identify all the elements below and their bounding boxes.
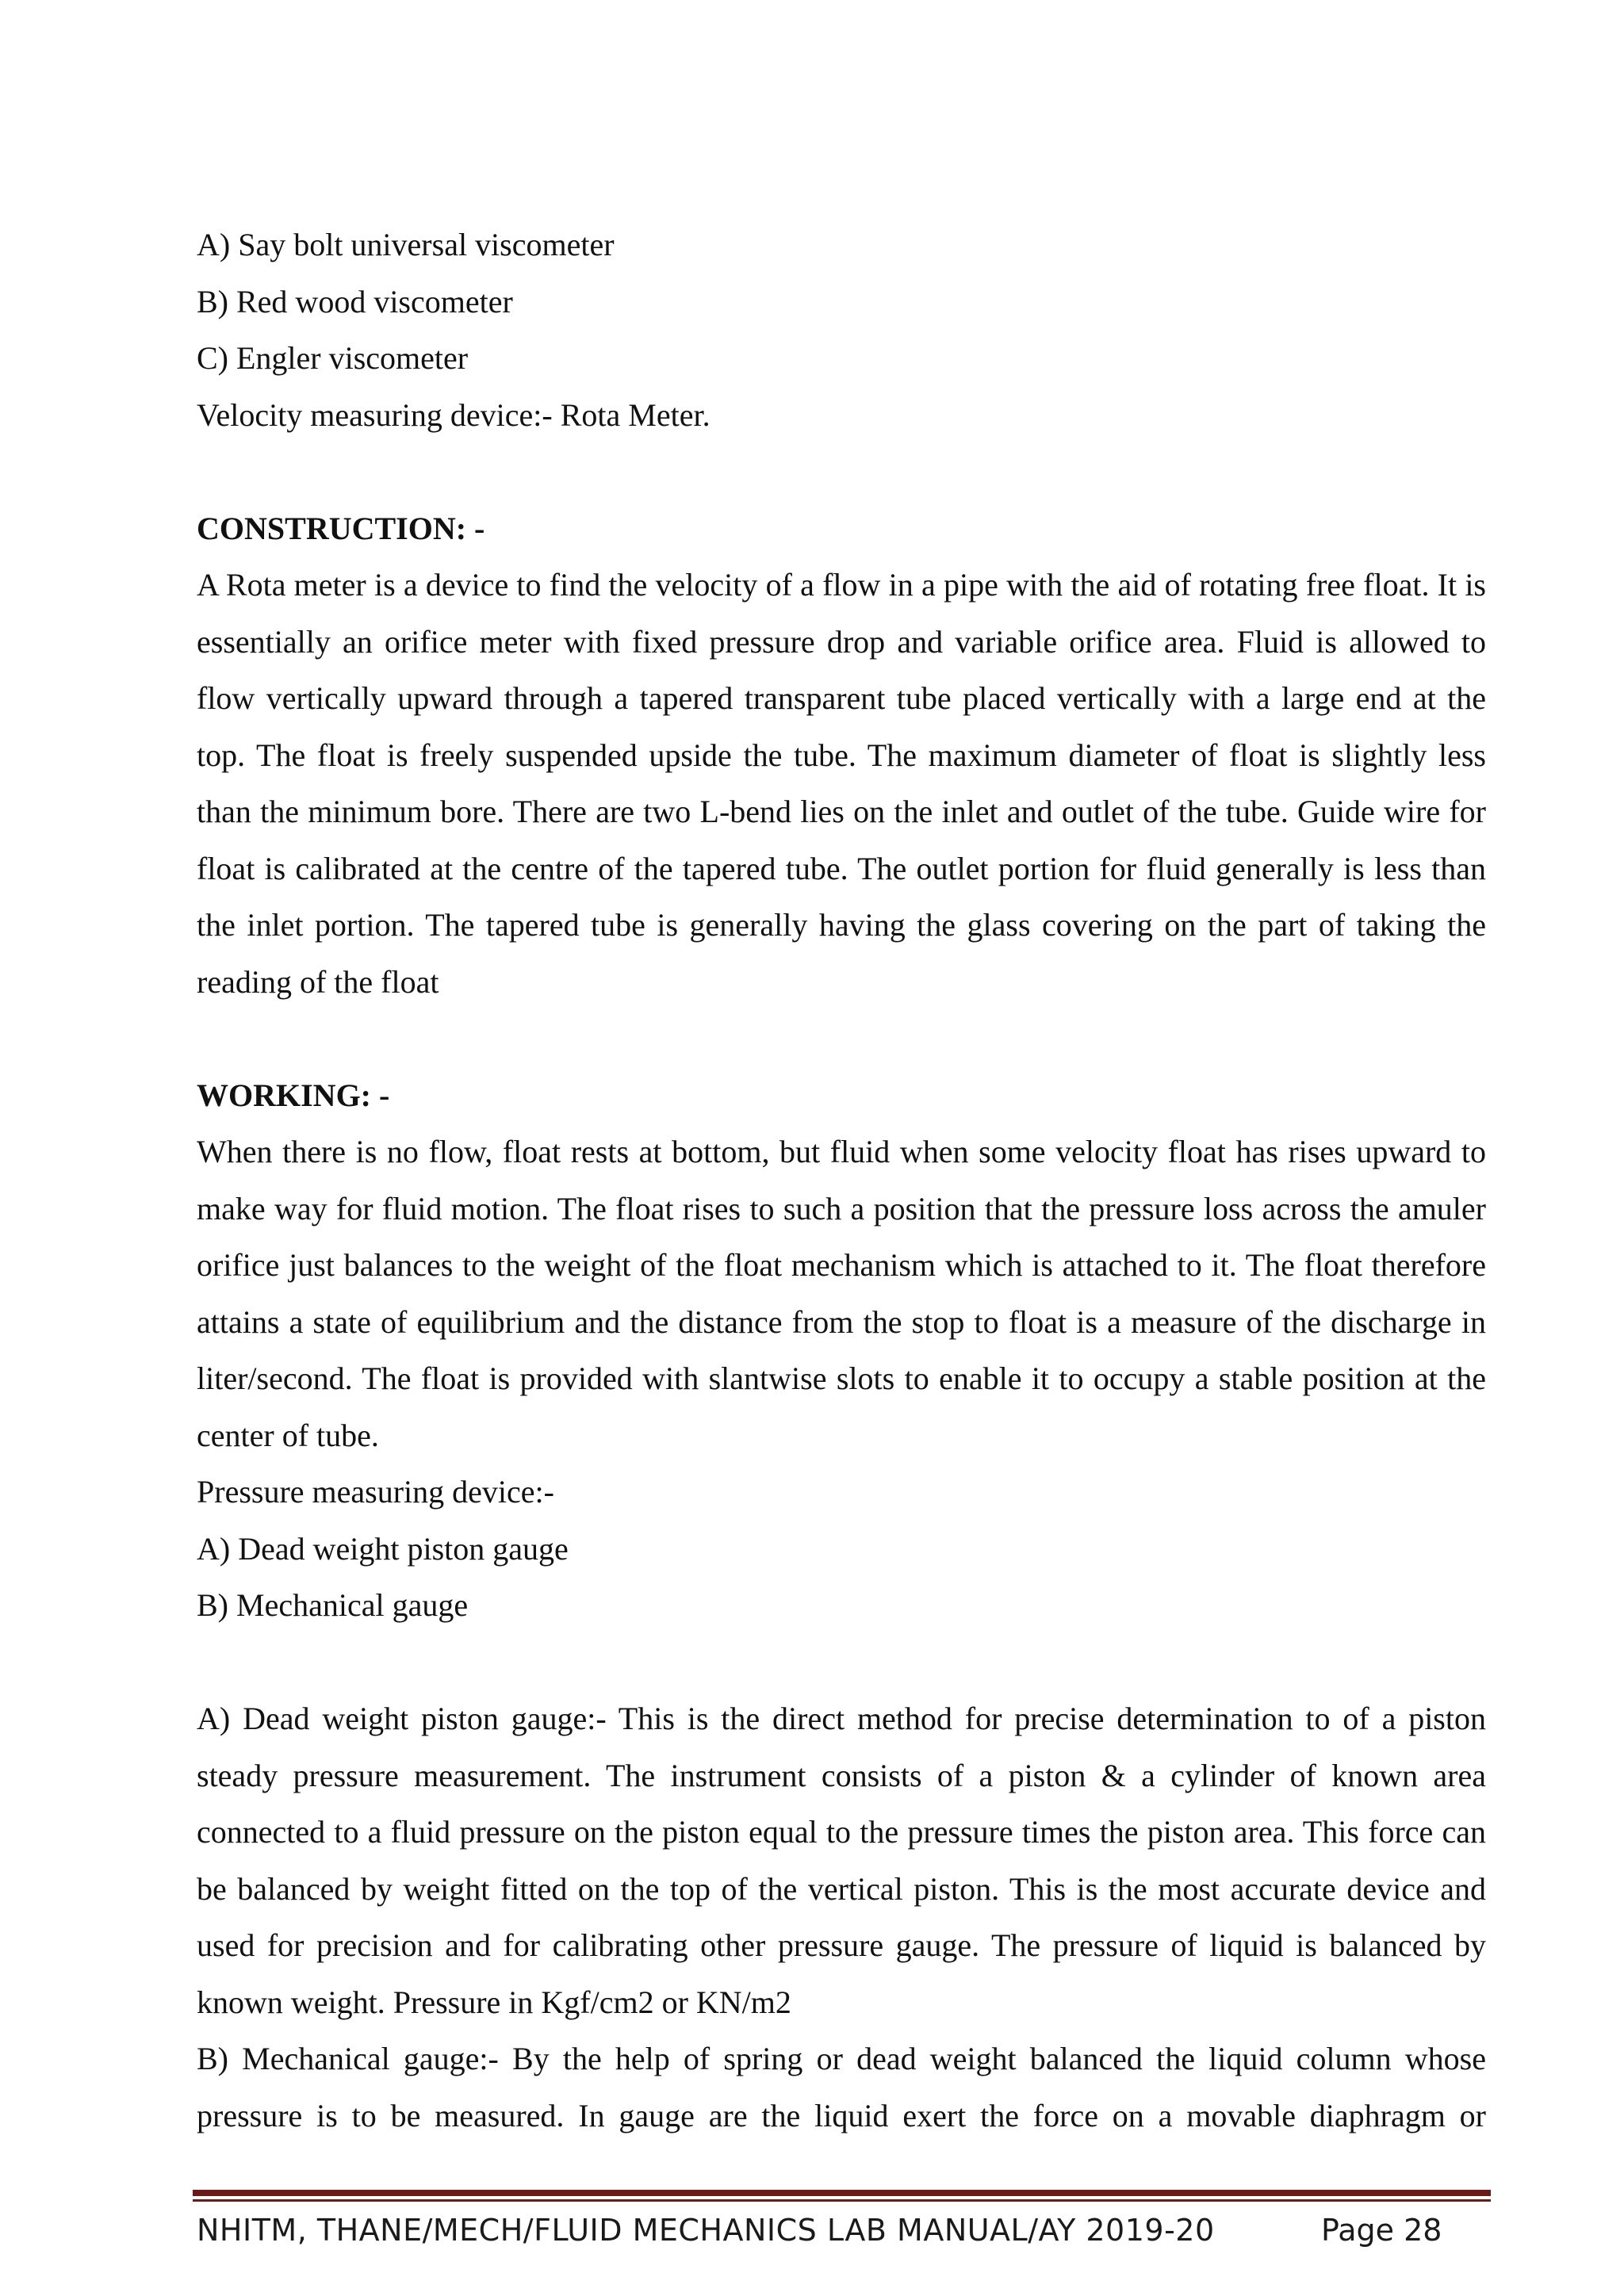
pressure-device-line: Pressure measuring device:- [197, 1474, 554, 1510]
spacer [197, 1010, 1486, 1067]
spacer [197, 443, 1486, 500]
working-paragraph: When there is no flow, float rests at bottom, but fluid when some velocity float has rises upward to make way for fluid motion. The float rises to such a position that the pressure loss across the amuler orifice just balances to the weight of the float mechanism which is attached to it. The float therefore attains a state of equilibrium and the distance from the stop to float is a measure of the discharge in liter/second. The float is provided with slantwise slots to enable it to occupy a stable position at the center of tube. [197, 1134, 1486, 1453]
construction-paragraph: A Rota meter is a device to find the velocity of a flow in a pipe with the aid of rotating free float. It is essentially an orifice meter with fixed pressure drop and variable orifice area. Fluid is allowed to flow vertically upward through a tapered transparent tube placed vertically with a large end at the top. The float is freely suspended upside the tube. The maximum diameter of float is slightly less than the minimum bore. There are two L-bend lies on the inlet and outlet of the tube. Guide wire for float is calibrated at the centre of the tapered tube. The outlet portion for fluid generally is less than the inlet portion. The tapered tube is generally having the glass covering on the part of taking the reading of the float [197, 567, 1486, 1000]
footer-course-label: NHITM, THANE/MECH/FLUID MECHANICS LAB MANUAL/AY 2019-20 [197, 2213, 1215, 2248]
page-body [197, 216, 1486, 2144]
list-item-sayboldt: A) Say bolt universal viscometer [197, 227, 615, 262]
velocity-device-line: Velocity measuring device:- Rota Meter. [197, 396, 710, 433]
page-footer [197, 2206, 1491, 2254]
list-item-mechanical: B) Mechanical gauge [197, 1587, 469, 1623]
dead-weight-paragraph: A) Dead weight piston gauge:- This is the direct method for precise determination to of a piston steady pressure measurement. The instrument consists of a piston & a cylinder of known area connected to a fluid pressure on the piston equal to the pressure times the piston area. This force can be balanced by weight fitted on the top of the vertical piston. This is the most accurate device and used for precision and for calibrating other pressure gauge. The pressure of liquid is balanced by known weight. Pressure in Kgf/cm2 or KN/m2 [197, 1701, 1486, 2020]
construction-heading: CONSTRUCTION: - [197, 510, 485, 546]
footer-rule-thin [193, 2199, 1491, 2202]
mechanical-gauge-paragraph: B) Mechanical gauge:- By the help of spring or dead weight balanced the liquid column whose pressure is to be measured. In gauge are the liquid exert the force on a movable diaphragm or [197, 2041, 1486, 2133]
list-item-redwood: B) Red wood viscometer [197, 283, 513, 320]
footer-rule-thick [193, 2190, 1491, 2196]
list-item-dead-weight: A) Dead weight piston gauge [197, 1530, 569, 1567]
spacer [197, 1634, 1486, 1691]
page-number: Page 28 [1321, 2213, 1442, 2248]
working-heading: WORKING: - [197, 1077, 390, 1113]
list-item-engler: C) Engler viscometer [197, 340, 469, 376]
